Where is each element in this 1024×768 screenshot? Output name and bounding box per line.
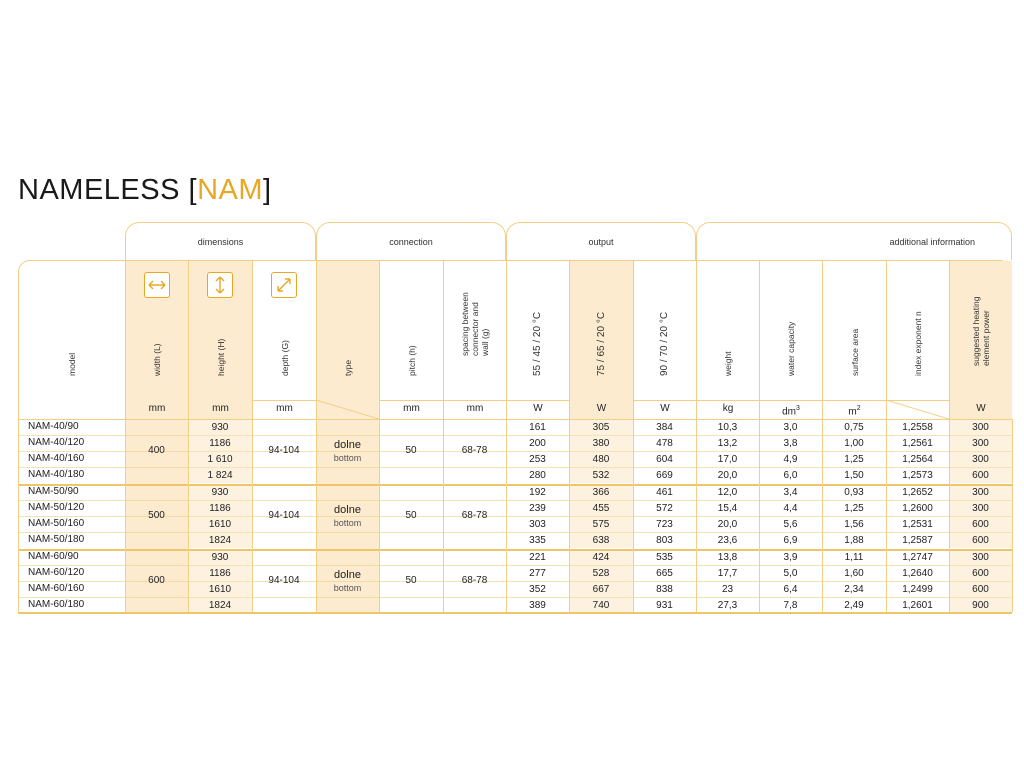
height-value: 930 [188,420,252,435]
cell-t3: 384 [656,422,673,433]
unit-width: mm [125,400,188,419]
cell-t3: 803 [656,535,673,546]
depth-value: 94-104 [268,574,300,586]
cell-weight: 13,2 [717,438,738,449]
cell-t1: 389 [529,600,546,611]
header-t3-label: 90 / 70 / 20 °C [659,311,670,376]
group-connection: connection [316,222,506,260]
cell-index: 1,2499 [902,584,933,595]
pitch-value: 50 [405,574,417,586]
cell-weight: 15,4 [717,503,738,514]
cell-index: 1,2531 [902,519,933,530]
header-t3 [633,260,696,400]
unit-depth: mm [252,400,316,419]
cell-t2: 667 [569,582,633,597]
cell-t3: 572 [656,503,673,514]
model-name: NAM-40/120 [28,437,85,448]
diagonal-slash [316,400,379,419]
header-pitch [379,260,443,400]
cell-weight: 20,0 [717,519,738,530]
header-t1-label: 55 / 45 / 20 °C [532,311,543,376]
model-name: NAM-50/120 [28,502,85,513]
cell-power: 300 [949,485,1012,500]
unit-power: W [949,400,1012,419]
height-value: 1186 [188,436,252,451]
column-line [759,419,760,612]
group-dimensions: dimensions [125,222,316,260]
cell-surface: 1,11 [844,552,864,563]
column-line [188,419,189,612]
header-type [316,260,379,400]
cell-power: 600 [949,468,1012,483]
model-name: NAM-60/180 [28,599,85,610]
cell-t1: 200 [529,438,546,449]
cell-t1: 221 [529,552,546,563]
type-value: dolne [334,568,361,581]
cell-water: 7,8 [783,600,798,611]
block-divider-strong [18,484,1012,486]
cell-water: 3,0 [783,422,798,433]
pitch-value: 50 [405,509,417,521]
cell-t3: 535 [656,552,673,563]
cell-t1: 239 [529,503,546,514]
cell-weight: 23 [721,584,734,595]
cell-weight: 17,7 [717,568,738,579]
width-value: 600 [148,574,165,586]
cell-weight: 12,0 [717,487,738,498]
header-width-label: width (L) [152,343,162,376]
cell-water: 6,9 [783,535,798,546]
cell-water: 4,9 [783,454,798,465]
spacing-value: 68-78 [461,574,488,586]
group-additional: additional information [696,222,1012,260]
header-surface-label: surface area [849,328,860,376]
cell-t1: 253 [529,454,546,465]
header-pitch-label: pitch (h) [406,345,417,376]
height-value: 1824 [188,533,252,548]
cell-t3: 931 [656,600,673,611]
cell-t2: 366 [569,485,633,500]
cell-power: 600 [949,517,1012,532]
cell-index: 1,2600 [902,503,933,514]
cell-t3: 604 [656,454,673,465]
header-height-label: height (H) [215,338,226,376]
header-weight [696,260,759,400]
cell-weight: 23,6 [717,535,738,546]
spacing-value: 68-78 [461,444,488,456]
cell-water: 6,0 [783,470,798,481]
type-value: dolne [334,503,361,516]
height-value: 1610 [188,517,252,532]
pitch-value: 50 [405,444,417,456]
depth-value: 94-104 [268,509,300,521]
spacing-value: 68-78 [461,509,488,521]
group-output: output [506,222,696,260]
column-line [696,419,697,612]
cell-t1: 280 [529,470,546,481]
column-line [125,419,126,612]
cell-t1: 161 [529,422,546,433]
title-accent: NAM [197,174,264,206]
cell-t3: 461 [656,487,673,498]
header-power [949,260,1012,400]
header-weight-label: weight [723,351,733,376]
cell-index: 1,2587 [902,535,933,546]
column-line [949,419,950,612]
cell-power: 600 [949,582,1012,597]
unit-t2: W [569,400,633,419]
unit-pitch: mm [379,400,443,419]
cell-power: 900 [949,598,1012,613]
table-left [18,419,19,612]
column-line [252,419,253,612]
title-main: NAMELESS [ [18,174,198,206]
cell-index: 1,2747 [902,552,933,563]
header-surface [822,260,886,400]
unit-water: $dm^3$ [759,400,822,419]
cell-power: 300 [949,436,1012,451]
column-line [569,419,570,612]
cell-weight: 17,0 [717,454,738,465]
cell-t2: 305 [569,420,633,435]
height-value: 1824 [188,598,252,613]
cell-index: 1,2640 [902,568,933,579]
column-line [379,419,380,612]
height-value: 1 824 [188,468,252,483]
unit-height: mm [188,400,252,419]
cell-water: 3,4 [783,487,798,498]
cell-t2: 740 [569,598,633,613]
width-value: 500 [148,509,165,521]
cell-t2: 575 [569,517,633,532]
header-t2-label: 75 / 65 / 20 °C [595,311,607,376]
header-model-label: model [66,352,77,376]
header-type-label: type [343,359,353,376]
cell-t1: 352 [529,584,546,595]
cell-water: 5,6 [783,519,798,530]
cell-power: 300 [949,452,1012,467]
cell-water: 3,8 [783,438,798,449]
cell-t3: 669 [656,470,673,481]
title-end: ] [263,174,272,206]
cell-t3: 665 [656,568,673,579]
height-arrow-icon [207,272,233,298]
unit-t3: W [633,400,696,419]
cell-index: 1,2561 [902,438,933,449]
unit-spacing: mm [443,400,506,419]
cell-power: 300 [949,420,1012,435]
column-line [886,419,887,612]
header-model [18,260,125,400]
model-name: NAM-50/180 [28,534,85,545]
cell-t1: 303 [529,519,546,530]
cell-t2: 424 [569,550,633,565]
cell-surface: 0,93 [844,487,864,498]
height-value: 1186 [188,566,252,581]
cell-t3: 723 [656,519,673,530]
model-name: NAM-60/120 [28,567,85,578]
header-spacing-label: spacing between connector and wall (g) [460,292,490,356]
cell-index: 1,2573 [902,470,933,481]
cell-index: 1,2558 [902,422,933,433]
cell-power: 300 [949,550,1012,565]
cell-surface: 0,75 [844,422,864,433]
unit-weight: kg [696,400,759,419]
type-value-en: bottom [333,452,362,463]
header-water [759,260,822,400]
model-name: NAM-50/160 [28,518,85,529]
cell-t3: 838 [656,584,673,595]
header-t1 [506,260,569,400]
type-value: dolne [334,438,361,451]
model-name: NAM-50/90 [28,486,79,497]
width-arrow-icon [144,272,170,298]
cell-surface: 1,60 [844,568,864,579]
cell-water: 5,0 [783,568,798,579]
unit-surface: $m^2$ [822,400,886,419]
model-name: NAM-40/160 [28,453,85,464]
header-t2 [569,260,633,400]
cell-t1: 192 [529,487,546,498]
column-line [1012,419,1013,612]
header-depth-label: depth (G) [279,340,290,376]
cell-weight: 10,3 [717,422,738,433]
cell-water: 6,4 [783,584,798,595]
cell-weight: 13,8 [717,552,738,563]
height-value: 1186 [188,501,252,516]
cell-t2: 528 [569,566,633,581]
column-line [443,419,444,612]
column-line [633,419,634,612]
cell-index: 1,2564 [902,454,933,465]
cell-surface: 1,25 [844,454,864,465]
cell-surface: 1,50 [844,470,864,481]
cell-t2: 532 [569,468,633,483]
type-value-en: bottom [333,517,362,528]
cell-t3: 478 [656,438,673,449]
header-power-label: suggested heating element power [971,296,991,366]
cell-surface: 1,25 [844,503,864,514]
cell-surface: 1,56 [844,519,864,530]
column-line [506,419,507,612]
height-value: 1610 [188,582,252,597]
column-line [316,419,317,612]
cell-weight: 27,3 [717,600,738,611]
cell-t1: 335 [529,535,546,546]
header-spacing [443,260,506,400]
cell-surface: 1,00 [844,438,864,449]
block-divider-strong [18,549,1012,551]
unit-t1: W [506,400,569,419]
header-index-label: index exponent n [913,311,923,376]
cell-power: 300 [949,501,1012,516]
cell-surface: 2,49 [844,600,864,611]
cell-index: 1,2652 [902,487,933,498]
header-water-label: water capacity [786,321,796,376]
cell-water: 4,4 [783,503,798,514]
height-value: 930 [188,485,252,500]
diagonal-slash [886,400,949,419]
model-name: NAM-40/180 [28,469,85,480]
cell-t2: 455 [569,501,633,516]
model-name: NAM-40/90 [28,421,79,432]
cell-power: 600 [949,533,1012,548]
header-index [886,260,949,400]
cell-weight: 20,0 [717,470,738,481]
column-line [822,419,823,612]
cell-index: 1,2601 [902,600,933,611]
cell-t2: 638 [569,533,633,548]
cell-surface: 1,88 [844,535,864,546]
cell-t1: 277 [529,568,546,579]
model-name: NAM-60/90 [28,551,79,562]
height-value: 1 610 [188,452,252,467]
cell-t2: 480 [569,452,633,467]
type-value-en: bottom [333,582,362,593]
cell-t2: 380 [569,436,633,451]
depth-value: 94-104 [268,444,300,456]
height-value: 930 [188,550,252,565]
cell-surface: 2,34 [844,584,864,595]
width-value: 400 [148,444,165,456]
model-name: NAM-60/160 [28,583,85,594]
depth-arrow-icon [271,272,297,298]
table-bottom [18,612,1012,614]
cell-power: 600 [949,566,1012,581]
cell-water: 3,9 [783,552,798,563]
